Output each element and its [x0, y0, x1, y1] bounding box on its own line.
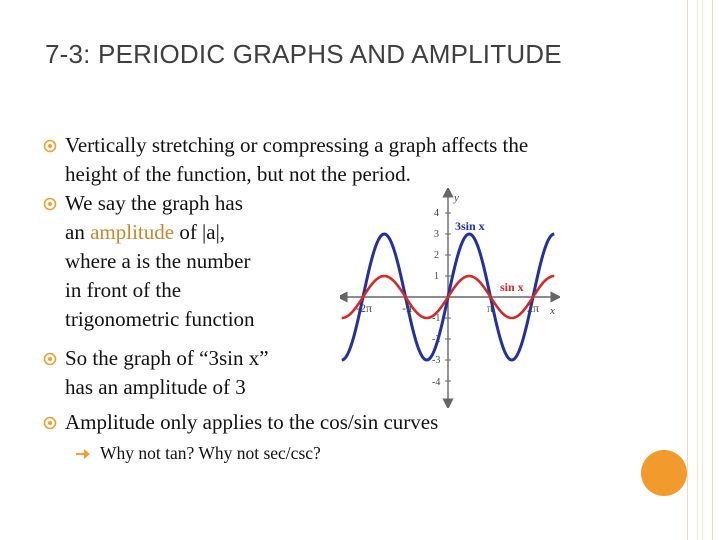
sun-bullet-icon: [43, 416, 57, 430]
bullet-4: [65, 408, 438, 437]
y-tick-label: 2: [434, 250, 439, 261]
bullet-2-line-1: We say the graph has: [65, 191, 243, 215]
x-tick-label: -2π: [356, 301, 373, 315]
sun-bullet-icon: [43, 139, 57, 153]
bullet-3-line-1: So the graph of “3sin x”: [65, 346, 269, 370]
label-sin-x: sin x: [500, 280, 524, 294]
y-tick-label: -4: [432, 377, 441, 388]
arrow-bullet-icon: [75, 448, 91, 460]
slide-border-inner-decoration: [697, 0, 703, 540]
y-axis-label: y: [454, 192, 459, 204]
y-tick-label: 1: [434, 271, 439, 282]
y-tick-label: -1: [432, 313, 441, 324]
slide-title: 7-3: PERIODIC GRAPHS AND AMPLITUDE: [45, 39, 562, 69]
y-tick-label: 3: [434, 229, 439, 240]
x-tick-label: -π: [402, 301, 413, 315]
label-3sin-x: 3sin x: [455, 219, 485, 233]
bullet-1-line-1: Vertically stretching or compressing a graph affects the: [65, 133, 529, 157]
bullet-1-line-2: height of the function, but not the period.: [65, 162, 411, 186]
sun-bullet-icon: [43, 197, 57, 211]
bullet-2-line-2-post: of |a|,: [174, 220, 226, 244]
orange-circle-decoration: [641, 450, 687, 496]
bullet-2-line-2: [65, 218, 255, 247]
sun-bullet-icon: [43, 352, 57, 366]
y-tick-label: -3: [432, 355, 441, 366]
sub-bullet-text: Why not tan? Why not sec/csc?: [100, 443, 321, 463]
bullet-2-line-2-pre: an: [65, 220, 91, 244]
bullet-2-line-3: where a is the number: [65, 249, 251, 273]
x-tick-label: 2π: [527, 301, 540, 315]
bullet-2-line-4: in front of the: [65, 278, 182, 302]
sine-graph: [340, 188, 560, 408]
bullet-3-line-2: has an amplitude of 3: [65, 375, 246, 399]
bullet-1: [65, 131, 528, 189]
bullet-3: [65, 344, 269, 402]
y-tick-label: -2: [432, 334, 441, 345]
x-tick-label: π: [487, 301, 494, 315]
amplitude-term: amplitude: [90, 220, 175, 244]
bullet-2-line-5: trigonometric function: [65, 307, 255, 331]
bullet-2: [65, 189, 255, 334]
y-tick-label: 4: [434, 208, 439, 219]
x-axis-label: x: [550, 305, 555, 317]
bullet-4-line-1: Amplitude only applies to the cos/sin curves: [65, 410, 439, 434]
